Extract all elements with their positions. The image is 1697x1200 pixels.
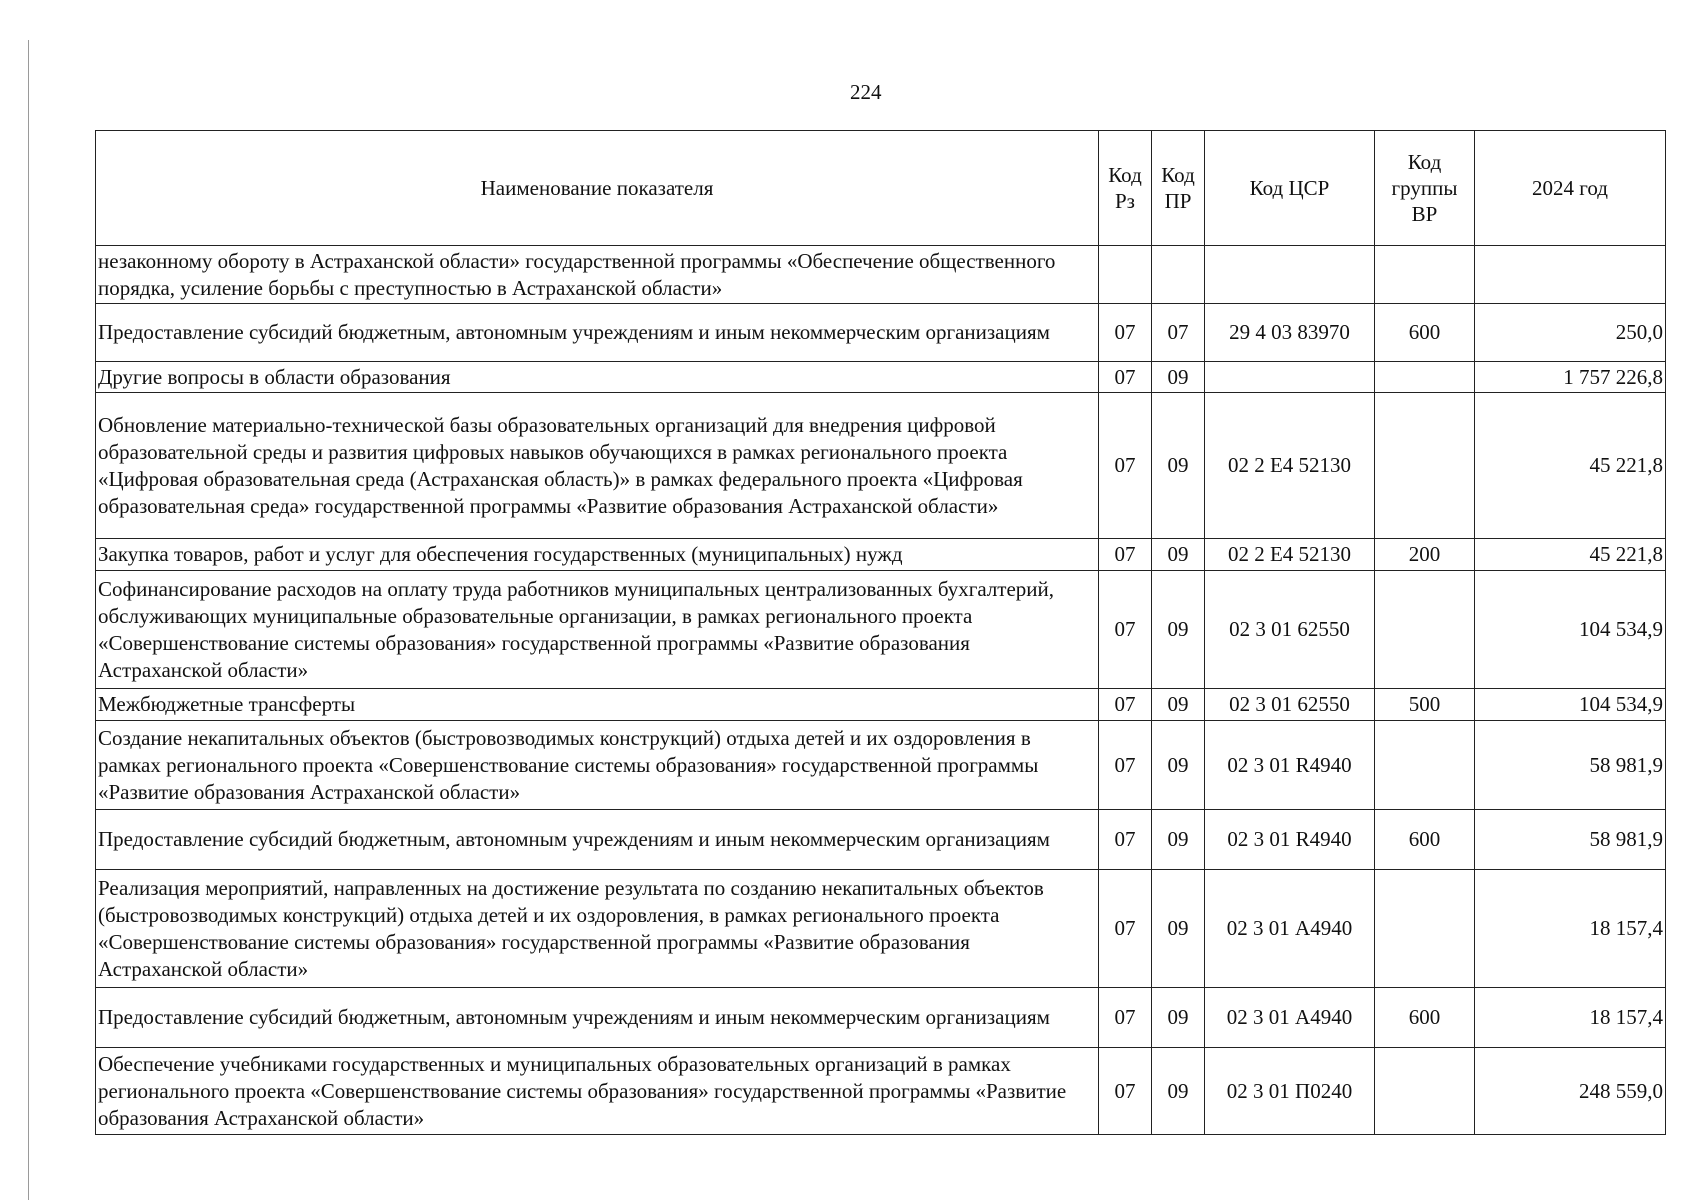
row-vr: 600 — [1375, 304, 1475, 362]
row-vr — [1375, 393, 1475, 539]
row-csr: 02 3 01 П0240 — [1205, 1048, 1375, 1135]
row-rz: 07 — [1099, 571, 1152, 689]
header-vr: Код группы ВР — [1375, 131, 1475, 246]
row-name: Закупка товаров, работ и услуг для обеспечения государственных (муниципальных) нужд — [96, 539, 1099, 571]
table-header-row — [96, 131, 1666, 246]
row-name: Предоставление субсидий бюджетным, автономным учреждениям и иным некоммерческим организациям — [96, 810, 1099, 870]
row-rz: 07 — [1099, 870, 1152, 988]
row-csr: 02 2 Е4 52130 — [1205, 393, 1375, 539]
row-amount: 45 221,8 — [1475, 393, 1666, 539]
row-vr — [1375, 1048, 1475, 1135]
row-vr — [1375, 870, 1475, 988]
table-row — [96, 988, 1666, 1048]
row-pr: 09 — [1152, 393, 1205, 539]
row-amount — [1475, 246, 1666, 304]
table-row — [96, 571, 1666, 689]
row-name: незаконному обороту в Астраханской области» государственной программы «Обеспечение общественного порядка, усиление борьбы с преступностью в Астраханской области» — [96, 246, 1099, 304]
page-number: 224 — [850, 80, 882, 104]
row-pr: 09 — [1152, 870, 1205, 988]
row-name: Создание некапитальных объектов (быстровозводимых конструкций) отдыха детей и их оздоровления в рамках регионального проекта «Совершенствование системы образования» государственной программы «Развитие образования Астраханской области» — [96, 721, 1099, 810]
row-csr: 02 2 Е4 52130 — [1205, 539, 1375, 571]
row-rz: 07 — [1099, 539, 1152, 571]
header-csr: Код ЦСР — [1205, 131, 1375, 246]
row-amount: 248 559,0 — [1475, 1048, 1666, 1135]
row-amount: 18 157,4 — [1475, 988, 1666, 1048]
budget-table — [95, 130, 1666, 1135]
row-rz — [1099, 246, 1152, 304]
table-row — [96, 246, 1666, 304]
row-name: Реализация мероприятий, направленных на достижение результата по созданию некапитальных объектов (быстровозводимых конструкций) отдыха детей и их оздоровления, в рамках регионального проекта «Совершенствование системы образования» государственной программы «Развитие образования Астраханской области» — [96, 870, 1099, 988]
table-row — [96, 870, 1666, 988]
row-vr — [1375, 246, 1475, 304]
row-amount: 1 757 226,8 — [1475, 362, 1666, 393]
row-csr: 02 3 01 А4940 — [1205, 870, 1375, 988]
table-row — [96, 362, 1666, 393]
table-row — [96, 721, 1666, 810]
table-row — [96, 304, 1666, 362]
row-rz: 07 — [1099, 304, 1152, 362]
row-vr: 500 — [1375, 689, 1475, 721]
row-rz: 07 — [1099, 810, 1152, 870]
row-pr: 09 — [1152, 689, 1205, 721]
row-amount: 58 981,9 — [1475, 721, 1666, 810]
row-amount: 58 981,9 — [1475, 810, 1666, 870]
row-name: Обеспечение учебниками государственных и муниципальных образовательных организаций в рамках регионального проекта «Совершенствование системы образования» государственной программы «Развитие образования Астраханской области» — [96, 1048, 1099, 1135]
row-pr: 09 — [1152, 571, 1205, 689]
scan-margin-line — [28, 40, 29, 1200]
row-csr — [1205, 246, 1375, 304]
row-pr: 07 — [1152, 304, 1205, 362]
row-vr: 600 — [1375, 988, 1475, 1048]
row-name: Софинансирование расходов на оплату труда работников муниципальных централизованных бухгалтерий, обслуживающих муниципальные образовательные организации, в рамках регионального проекта «Совершенствование системы образования» государственной программы «Развитие образования Астраханской области» — [96, 571, 1099, 689]
row-pr: 09 — [1152, 988, 1205, 1048]
row-csr: 02 3 01 62550 — [1205, 689, 1375, 721]
row-name: Другие вопросы в области образования — [96, 362, 1099, 393]
row-rz: 07 — [1099, 988, 1152, 1048]
table-row — [96, 1048, 1666, 1135]
row-vr: 600 — [1375, 810, 1475, 870]
row-amount: 104 534,9 — [1475, 571, 1666, 689]
row-pr: 09 — [1152, 721, 1205, 810]
row-amount: 104 534,9 — [1475, 689, 1666, 721]
row-name: Предоставление субсидий бюджетным, автономным учреждениям и иным некоммерческим организациям — [96, 304, 1099, 362]
row-name: Межбюджетные трансферты — [96, 689, 1099, 721]
row-amount: 18 157,4 — [1475, 870, 1666, 988]
header-pr: Код ПР — [1152, 131, 1205, 246]
row-csr: 29 4 03 83970 — [1205, 304, 1375, 362]
table-row — [96, 539, 1666, 571]
row-vr — [1375, 362, 1475, 393]
row-rz: 07 — [1099, 721, 1152, 810]
row-csr: 02 3 01 R4940 — [1205, 721, 1375, 810]
row-name: Предоставление субсидий бюджетным, автономным учреждениям и иным некоммерческим организациям — [96, 988, 1099, 1048]
row-csr: 02 3 01 R4940 — [1205, 810, 1375, 870]
row-csr — [1205, 362, 1375, 393]
row-vr — [1375, 721, 1475, 810]
row-rz: 07 — [1099, 1048, 1152, 1135]
header-year: 2024 год — [1475, 131, 1666, 246]
table-row — [96, 810, 1666, 870]
row-rz: 07 — [1099, 362, 1152, 393]
row-pr: 09 — [1152, 539, 1205, 571]
row-pr: 09 — [1152, 1048, 1205, 1135]
row-pr: 09 — [1152, 362, 1205, 393]
row-amount: 250,0 — [1475, 304, 1666, 362]
row-rz: 07 — [1099, 689, 1152, 721]
row-pr — [1152, 246, 1205, 304]
table-row — [96, 689, 1666, 721]
table-row — [96, 393, 1666, 539]
row-csr: 02 3 01 А4940 — [1205, 988, 1375, 1048]
row-name: Обновление материально-технической базы образовательных организаций для внедрения цифровой образовательной среды и развития цифровых навыков обучающихся в рамках регионального проекта «Цифровая образовательная среда (Астраханская область)» в рамках федерального проекта «Цифровая образовательная среда» государственной программы «Развитие образования Астраханской области» — [96, 393, 1099, 539]
row-csr: 02 3 01 62550 — [1205, 571, 1375, 689]
row-rz: 07 — [1099, 393, 1152, 539]
row-vr — [1375, 571, 1475, 689]
row-amount: 45 221,8 — [1475, 539, 1666, 571]
row-vr: 200 — [1375, 539, 1475, 571]
header-rz: Код Рз — [1099, 131, 1152, 246]
row-pr: 09 — [1152, 810, 1205, 870]
header-name: Наименование показателя — [96, 131, 1099, 246]
